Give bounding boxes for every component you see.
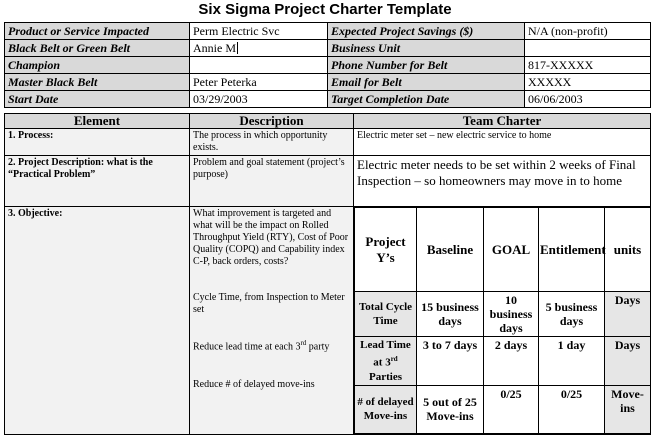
project-description-description: Problem and goal statement (project’s purpose)	[190, 156, 354, 207]
metrics-row	[355, 292, 651, 337]
metric-label: Lead Time at 3rd Parties	[355, 337, 417, 386]
baseline-header: Baseline	[417, 208, 484, 292]
metric-units[interactable]: Move-ins	[605, 385, 651, 433]
process-charter[interactable]: Electric meter set – new electric service to home	[354, 129, 651, 156]
info-label: Email for Belt	[328, 74, 525, 91]
info-row	[5, 23, 651, 40]
metric-baseline[interactable]: 5 out of 25 Move-ins	[417, 385, 484, 433]
cycle-time-text: Cycle Time, from Inspection to Meter set	[193, 292, 345, 315]
info-label: Target Completion Date	[328, 91, 525, 108]
project-description-charter[interactable]: Electric meter needs to be set within 2 weeks of Final Inspection – so homeowners may move in to home	[354, 156, 651, 207]
element-header: Element	[5, 114, 190, 129]
description-header: Description	[190, 114, 354, 129]
delayed-moveins-text: Reduce # of delayed move-ins	[193, 379, 315, 390]
info-label: Business Unit	[328, 40, 525, 57]
charter-header-row	[5, 114, 651, 129]
info-label: Start Date	[5, 91, 190, 108]
objective-description	[190, 207, 354, 435]
entitlement-header: Entitlement	[539, 208, 605, 292]
belt-field[interactable]	[190, 40, 328, 57]
belt-field-text: Annie M	[193, 41, 236, 55]
expected-savings-field[interactable]: N/A (non-profit)	[525, 23, 651, 40]
page-title: Six Sigma Project Charter Template	[198, 1, 452, 18]
units-header: units	[605, 208, 651, 292]
metric-goal[interactable]: 2 days	[484, 337, 539, 386]
start-date-field[interactable]: 03/29/2003	[190, 91, 328, 108]
lead-time-text: Reduce lead time at each 3rd party	[193, 339, 330, 353]
project-info-table	[4, 22, 651, 108]
metric-baseline[interactable]: 3 to 7 days	[417, 337, 484, 386]
metric-goal[interactable]: 10 business days	[484, 292, 539, 337]
email-field[interactable]: XXXXX	[525, 74, 651, 91]
process-row	[5, 129, 651, 156]
process-description: The process in which opportunity exists.	[190, 129, 354, 156]
metric-entitlement[interactable]: 1 day	[539, 337, 605, 386]
team-charter-header: Team Charter	[354, 114, 651, 129]
process-element: 1. Process:	[5, 129, 190, 156]
info-label: Master Black Belt	[5, 74, 190, 91]
objective-element: 3. Objective:	[5, 207, 190, 435]
project-description-element: 2. Project Description: what is the “Practical Problem”	[5, 156, 190, 207]
info-row	[5, 57, 651, 74]
goal-header: GOAL	[484, 208, 539, 292]
metrics-row	[355, 385, 651, 433]
info-row	[5, 74, 651, 91]
metric-entitlement[interactable]: 0/25	[539, 385, 605, 433]
charter-table	[4, 113, 651, 435]
metric-baseline[interactable]: 15 business days	[417, 292, 484, 337]
objective-main-text: What improvement is targeted and what will be the impact on Rolled Throughput Yield (RTY), Cost of Poor Quality (COPQ) and Capability index C-P, back orders, costs?	[193, 208, 349, 267]
metric-entitlement[interactable]: 5 business days	[539, 292, 605, 337]
product-service-field[interactable]: Perm Electric Svc	[190, 23, 328, 40]
text-cursor	[237, 42, 238, 54]
objective-charter	[354, 207, 651, 435]
project-ys-header: Project Y’s	[355, 208, 417, 292]
master-black-belt-field[interactable]: Peter Peterka	[190, 74, 328, 91]
objective-metrics-table	[354, 207, 651, 434]
project-description-row	[5, 156, 651, 207]
metric-label: Total Cycle Time	[355, 292, 417, 337]
phone-field[interactable]: 817-XXXXX	[525, 57, 651, 74]
metrics-row	[355, 337, 651, 386]
metric-units[interactable]: Days	[605, 337, 651, 386]
info-row	[5, 91, 651, 108]
champion-field[interactable]	[190, 57, 328, 74]
metric-goal[interactable]: 0/25	[484, 385, 539, 433]
info-label: Champion	[5, 57, 190, 74]
info-label: Phone Number for Belt	[328, 57, 525, 74]
metric-units[interactable]: Days	[605, 292, 651, 337]
info-label: Black Belt or Green Belt	[5, 40, 190, 57]
objective-row	[5, 207, 651, 435]
info-row	[5, 40, 651, 57]
business-unit-field[interactable]	[525, 40, 651, 57]
metric-label: # of delayed Move-ins	[355, 385, 417, 433]
info-label: Product or Service Impacted	[5, 23, 190, 40]
target-date-field[interactable]: 06/06/2003	[525, 91, 651, 108]
info-label: Expected Project Savings ($)	[328, 23, 525, 40]
metrics-header-row	[355, 208, 651, 292]
